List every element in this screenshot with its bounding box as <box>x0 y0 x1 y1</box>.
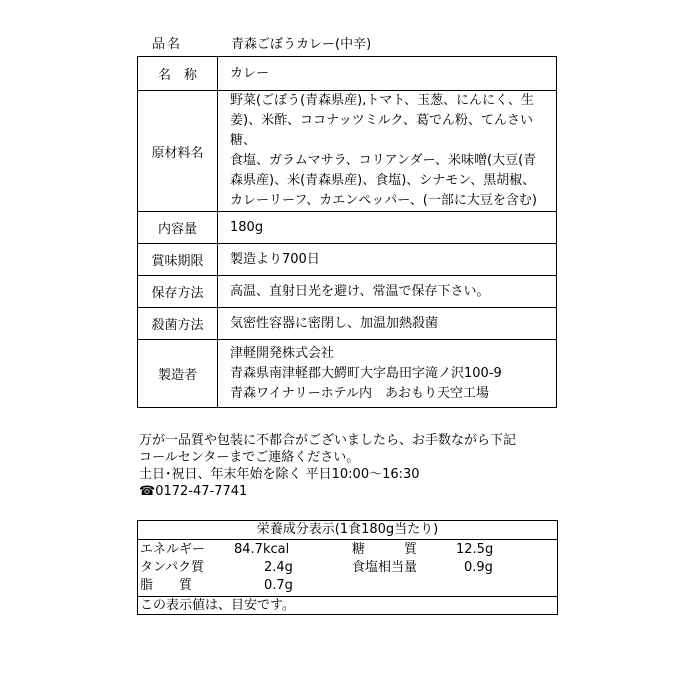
notice-line: コールセンターまでご連絡ください。 <box>139 450 360 465</box>
notice-hours: 土日･祝日、年末年始を除く 平日10:00～16:30 <box>139 467 420 482</box>
manufacturer-value <box>218 340 557 408</box>
name-value: カレー <box>218 57 557 91</box>
manufacturer-line: 青森ワイナリーホテル内 あおもり天空工場 <box>230 385 489 401</box>
fat-label: 脂 質 <box>140 578 193 593</box>
notice-phone: ☎0172-47-7741 <box>139 484 248 499</box>
row-sterilization <box>138 308 557 340</box>
name-label: 名 称 <box>138 57 218 91</box>
product-name-label: 品名 <box>152 37 183 52</box>
manufacturer-line: 津軽開発株式会社 <box>230 345 335 361</box>
ingredients-label: 原材料名 <box>138 91 218 212</box>
best-before-label: 賞味期限 <box>138 244 218 276</box>
nutrition-footer: この表示値は、目安です。 <box>140 598 295 613</box>
content-label: 内容量 <box>138 212 218 244</box>
row-storage <box>138 276 557 308</box>
fat-value: 0.7g <box>264 578 293 593</box>
protein-label: タンパク質 <box>140 560 205 575</box>
food-label-table <box>137 56 557 408</box>
row-ingredients <box>138 91 557 212</box>
sugar-label: 糖 質 <box>352 542 418 557</box>
ingredients-line: 姜)、米酢、ココナッツミルク、葛でん粉、てんさい糖、 <box>230 113 534 148</box>
ingredients-line: カレーリーフ、カエンペッパー、(一部に大豆を含む) <box>230 193 537 208</box>
product-name-value: 青森ごぼうカレー(中辛) <box>231 37 372 52</box>
storage-value: 高温、直射日光を避け、常温で保存下さい。 <box>218 276 557 308</box>
row-content <box>138 212 557 244</box>
row-name <box>138 57 557 91</box>
ingredients-line: 野菜(ごぼう(青森県産),トマト、玉葱、にんにく、生 <box>230 93 534 108</box>
storage-label: 保存方法 <box>138 276 218 308</box>
row-manufacturer <box>138 340 557 408</box>
protein-value: 2.4g <box>264 560 293 575</box>
nutrition-header: 栄養成分表示(1食180g当たり) <box>138 521 557 540</box>
content-value: 180g <box>218 212 557 244</box>
ingredients-line: 食塩、ガラムマサラ、コリアンダー、米味噌(大豆(青 <box>230 153 537 168</box>
customer-notice <box>139 432 579 500</box>
sterilization-value: 気密性容器に密閉し、加温加熱殺菌 <box>218 308 557 340</box>
salt-label: 食塩相当量 <box>352 560 418 575</box>
ingredients-value <box>218 91 557 212</box>
nutrition-values <box>138 540 557 597</box>
sugar-value: 12.5g <box>456 542 494 557</box>
nutrition-facts-box <box>137 520 558 615</box>
notice-line: 万が一品質や包装に不都合がございましたら、お手数ながら下記 <box>139 433 517 448</box>
row-best-before <box>138 244 557 276</box>
energy-value: 84.7kcal <box>234 542 290 557</box>
best-before-value: 製造より700日 <box>218 244 557 276</box>
manufacturer-label: 製造者 <box>138 340 218 408</box>
salt-value: 0.9g <box>464 560 493 575</box>
ingredients-line: 森県産)、米(青森県産)、食塩)、シナモン、黒胡椒、 <box>230 173 536 188</box>
energy-label: エネルギー <box>140 542 206 557</box>
sterilization-label: 殺菌方法 <box>138 308 218 340</box>
manufacturer-line: 青森県南津軽郡大鰐町大字島田字滝ノ沢100-9 <box>230 365 502 381</box>
